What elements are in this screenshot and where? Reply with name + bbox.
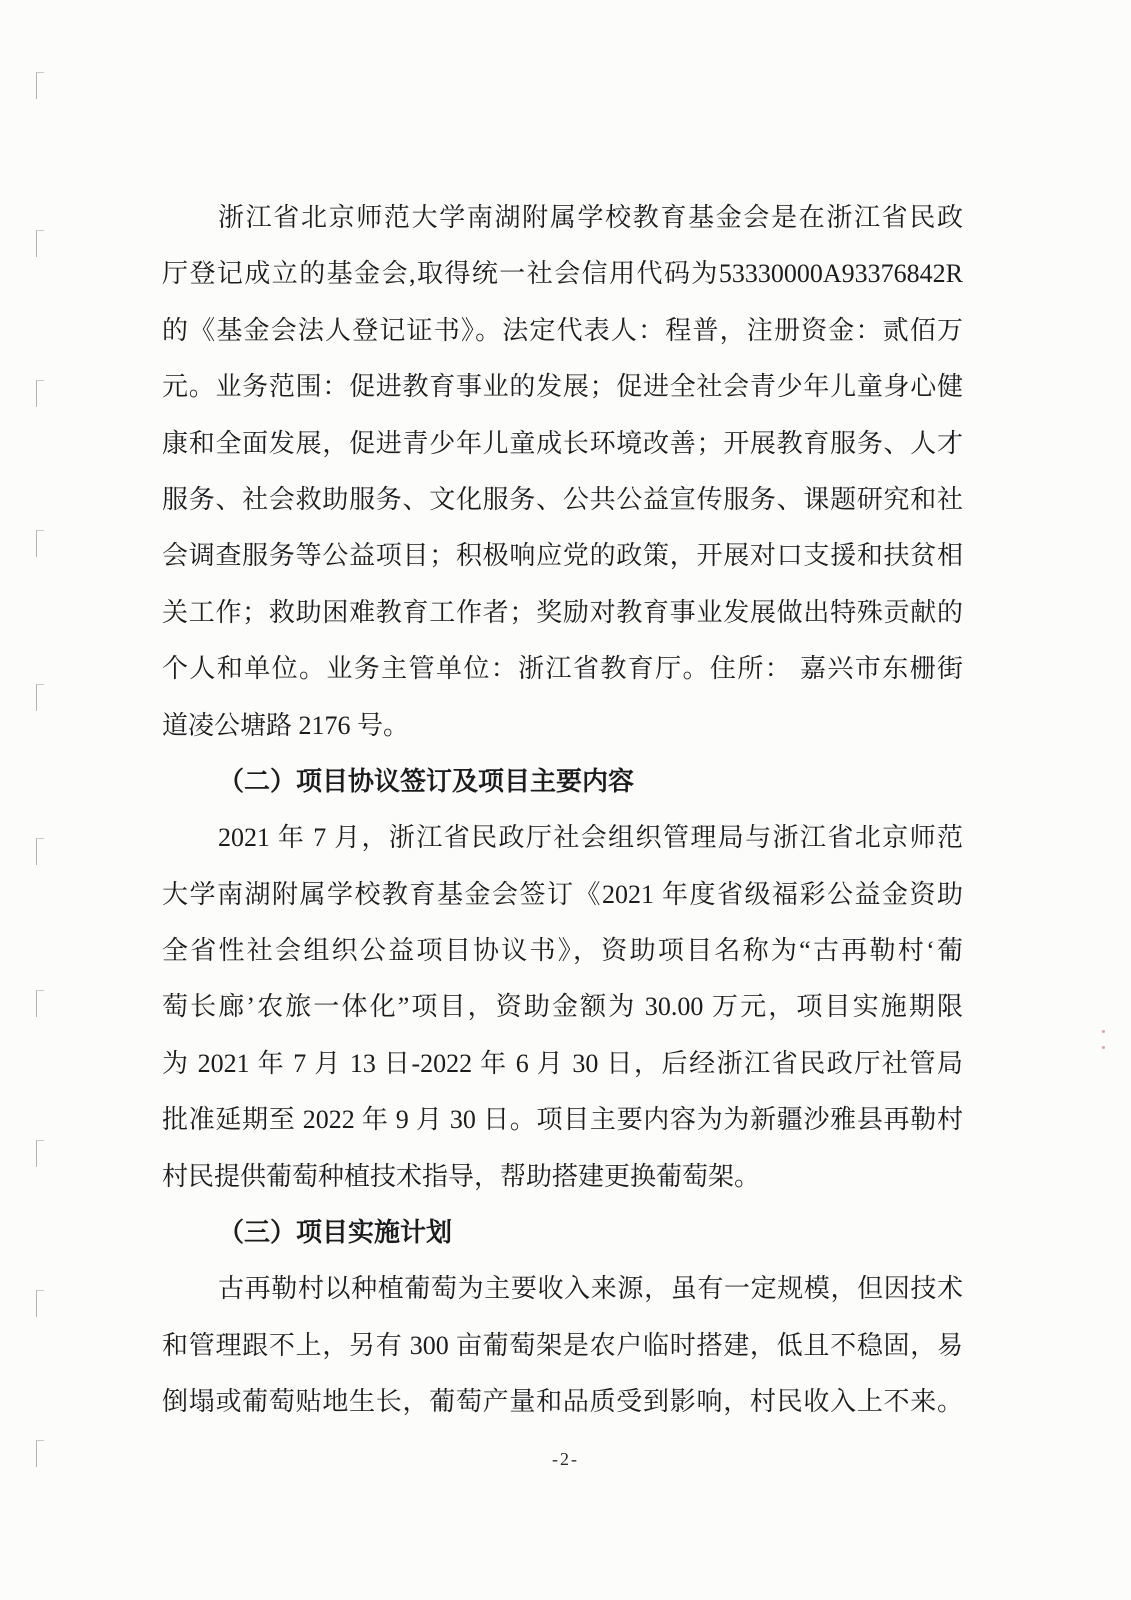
- text-line: 萄长廊’农旅一体化”项目，资助金额为 30.00 万元，项目实施期限: [162, 992, 963, 1022]
- paragraph-plan: [162, 1261, 963, 1430]
- section-heading-agreement: （二）项目协议签订及项目主要内容: [218, 766, 635, 796]
- text-line: 关工作；救助困难教育工作者；奖励对教育事业发展做出特殊贡献的: [162, 597, 963, 627]
- text-line: 浙江省北京师范大学南湖附属学校教育基金会是在浙江省民政: [218, 203, 963, 232]
- scan-margin-mark: [36, 684, 44, 711]
- paragraph-agreement: [162, 810, 963, 1205]
- text-line: 和管理跟不上，另有 300 亩葡萄架是农户临时搭建，低且不稳固，易: [162, 1330, 963, 1360]
- section-heading-plan: （三）项目实施计划: [218, 1218, 453, 1248]
- text-line: 古再勒村以种植葡萄为主要收入来源，虽有一定规模，但因技术: [218, 1274, 963, 1304]
- text-line: 个人和单位。业务主管单位：浙江省教育厅。住所： 嘉兴市东栅街: [162, 654, 963, 684]
- text-line: 大学南湖附属学校教育基金会签订《2021 年度省级福彩公益金资助: [162, 879, 963, 909]
- text-line: 全省性社会组织公益项目协议书》，资助项目名称为“古再勒村‘葡: [162, 936, 963, 966]
- scan-margin-mark: [36, 1290, 44, 1317]
- text-line: 道凌公塘路 2176 号。: [162, 710, 410, 740]
- scan-artifact: [1102, 1030, 1105, 1033]
- scan-margin-mark: [36, 1140, 44, 1167]
- text-line: 倒塌或葡萄贴地生长，葡萄产量和品质受到影响，村民收入上不来。: [162, 1387, 963, 1417]
- text-line: 厅登记成立的基金会,取得统一社会信用代码为53330000A93376842R: [162, 259, 963, 289]
- text-line: 2021 年 7 月，浙江省民政厅社会组织管理局与浙江省北京师范: [218, 823, 963, 853]
- text-line: 为 2021 年 7 月 13 日-2022 年 6 月 30 日，后经浙江省民政厅社管局: [162, 1048, 963, 1078]
- text-line: 服务、社会救助服务、文化服务、公共公益宣传服务、课题研究和社: [162, 484, 963, 514]
- text-line: 元。业务范围：促进教育事业的发展；促进全社会青少年儿童身心健: [162, 372, 963, 402]
- text-line: 康和全面发展，促进青少年儿童成长环境改善；开展教育服务、人才: [162, 428, 963, 458]
- text-line: 村民提供葡萄种植技术指导，帮助搭建更换葡萄架。: [162, 1161, 761, 1191]
- scan-margin-mark: [36, 72, 44, 99]
- paragraph-organization-intro: [162, 190, 963, 754]
- page-number: -2-: [552, 1449, 579, 1469]
- text-line: 批准延期至 2022 年 9 月 30 日。项目主要内容为为新疆沙雅县再勒村: [162, 1105, 963, 1135]
- scan-artifact: [1102, 1046, 1105, 1049]
- scan-margin-mark: [36, 380, 44, 407]
- scan-margin-mark: [36, 230, 44, 257]
- text-line: 的《基金会法人登记证书》。法定代表人：程普，注册资金：贰佰万: [162, 315, 963, 345]
- scan-margin-mark: [36, 838, 44, 865]
- scan-margin-mark: [36, 990, 44, 1017]
- text-line: 会调查服务等公益项目；积极响应党的政策，开展对口支援和扶贫相: [162, 541, 963, 571]
- document-body: [162, 190, 963, 1431]
- scan-margin-mark: [36, 530, 44, 557]
